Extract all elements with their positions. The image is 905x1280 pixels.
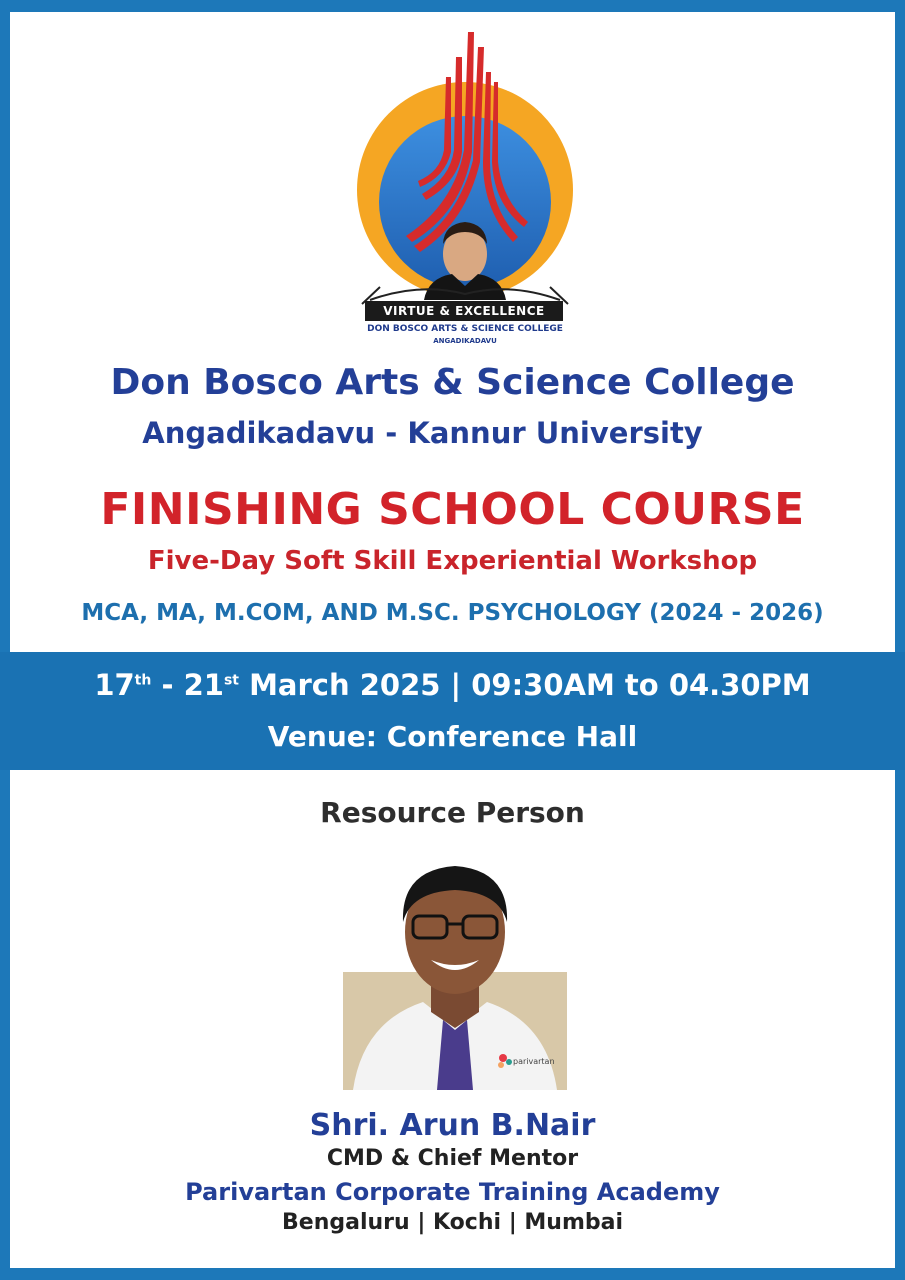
programs-line: MCA, MA, M.COM, AND M.SC. PSYCHOLOGY (2024 - 2026) <box>81 600 824 626</box>
end-day-suffix: st <box>223 672 239 689</box>
date-time-line <box>0 668 905 702</box>
start-day-suffix: th <box>134 672 152 689</box>
shirt-logo-text: parivartan <box>513 1057 555 1066</box>
resource-person-role: CMD & Chief Mentor <box>326 1146 579 1171</box>
resource-panel <box>10 770 895 1268</box>
header-panel <box>10 12 895 652</box>
resource-person-name: Shri. Arun B.Nair <box>309 1108 596 1143</box>
person-portrait-icon <box>343 852 567 1090</box>
resource-heading: Resource Person <box>320 796 585 829</box>
logo-place: ANGADIKADAVU <box>433 337 497 345</box>
venue-line: Venue: Conference Hall <box>267 720 638 753</box>
course-title: FINISHING SCHOOL COURSE <box>100 484 805 535</box>
college-logo <box>340 32 590 352</box>
workshop-title: Five-Day Soft Skill Experiential Workshop <box>147 546 758 576</box>
college-subtitle: Angadikadavu - Kannur University <box>142 416 703 450</box>
logo-college-name: DON BOSCO ARTS & SCIENCE COLLEGE <box>367 324 563 334</box>
start-day: 17 <box>94 668 135 702</box>
resource-locations: Bengaluru | Kochi | Mumbai <box>282 1210 623 1235</box>
schedule-band <box>0 652 905 770</box>
date-separator: - <box>151 668 184 702</box>
college-title: Don Bosco Arts & Science College <box>110 362 795 403</box>
resource-person-photo <box>343 852 567 1090</box>
date-rest: March 2025 | 09:30AM to 04.30PM <box>238 668 811 702</box>
end-day: 21 <box>183 668 224 702</box>
resource-organization: Parivartan Corporate Training Academy <box>185 1178 720 1206</box>
logo-motto: VIRTUE & EXCELLENCE <box>365 301 563 321</box>
